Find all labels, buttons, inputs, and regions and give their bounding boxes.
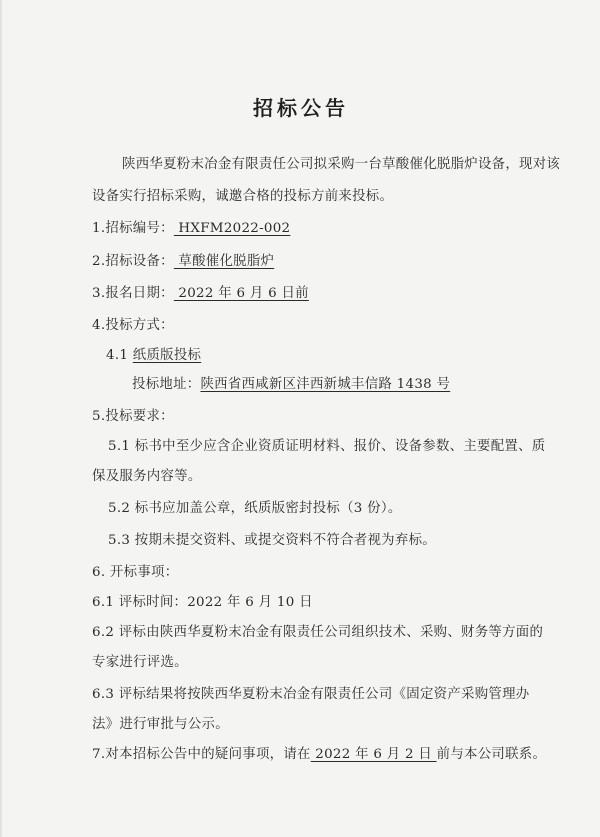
bid-address-value: 陕西省西咸新区沣西新城丰信路 1438 号 bbox=[200, 377, 451, 392]
registration-date-label: 3.报名日期： bbox=[92, 286, 174, 301]
contact-deadline: 2022 年 6 月 2 日 bbox=[310, 747, 437, 762]
item-requirements: 5.投标要求： bbox=[92, 409, 174, 424]
item-contact bbox=[92, 746, 546, 764]
bid-address bbox=[132, 376, 450, 394]
intro-line-1: 陕西华夏粉末冶金有限责任公司拟采购一台草酸催化脱脂炉设备，现对该 bbox=[122, 157, 561, 172]
equipment-value: 草酸催化脱脂炉 bbox=[173, 254, 275, 269]
item-bid-opening: 6. 开标事项： bbox=[92, 565, 179, 580]
opening-6-2-line-2: 专家进行评选。 bbox=[92, 655, 188, 670]
bid-number-label: 1.招标编号： bbox=[92, 221, 174, 236]
requirement-5-1-line-1: 5.1 标书中至少应含企业资质证明材料、报价、设备参数、主要配置、质 bbox=[108, 439, 546, 454]
item-paper-bid bbox=[106, 347, 201, 365]
contact-after: 前与本公司联系。 bbox=[436, 747, 547, 762]
registration-date-value: 2022 年 6 月 6 日前 bbox=[173, 286, 309, 301]
requirement-5-2: 5.2 标书应加盖公章，纸质版密封投标（3 份）。 bbox=[108, 501, 402, 516]
page-title: 招标公告 bbox=[253, 96, 349, 120]
paper-bid-value: 纸质版投标 bbox=[132, 348, 202, 363]
paper-bid-prefix: 4.1 bbox=[106, 348, 133, 363]
requirement-5-3: 5.3 按期未提交资料、或提交资料不符合者视为弃标。 bbox=[108, 533, 436, 548]
requirement-5-1-line-2: 保及服务内容等。 bbox=[92, 469, 202, 484]
item-registration-date bbox=[92, 285, 309, 303]
intro-line-2: 设备实行招标采购，诚邀合格的投标方前来投标。 bbox=[92, 189, 394, 204]
item-bid-number bbox=[92, 220, 290, 238]
contact-before: 7.对本招标公告中的疑问事项，请在 bbox=[92, 747, 311, 762]
opening-6-1: 6.1 评标时间：2022 年 6 月 10 日 bbox=[92, 595, 313, 610]
opening-6-3-line-1: 6.3 评标结果将按陕西华夏粉末冶金有限责任公司《固定资产采购管理办 bbox=[92, 687, 530, 702]
bid-address-label: 投标地址： bbox=[132, 377, 201, 392]
equipment-label: 2.招标设备： bbox=[92, 254, 174, 269]
opening-6-2-line-1: 6.2 评标由陕西华夏粉末冶金有限责任公司组织技术、采购、财务等方面的 bbox=[92, 625, 544, 640]
bid-number-value: HXFM2022-002 bbox=[173, 221, 291, 236]
opening-6-3-line-2: 法》进行审批与公示。 bbox=[92, 717, 229, 732]
item-equipment bbox=[92, 253, 274, 271]
item-bid-method: 4.投标方式： bbox=[92, 318, 174, 333]
